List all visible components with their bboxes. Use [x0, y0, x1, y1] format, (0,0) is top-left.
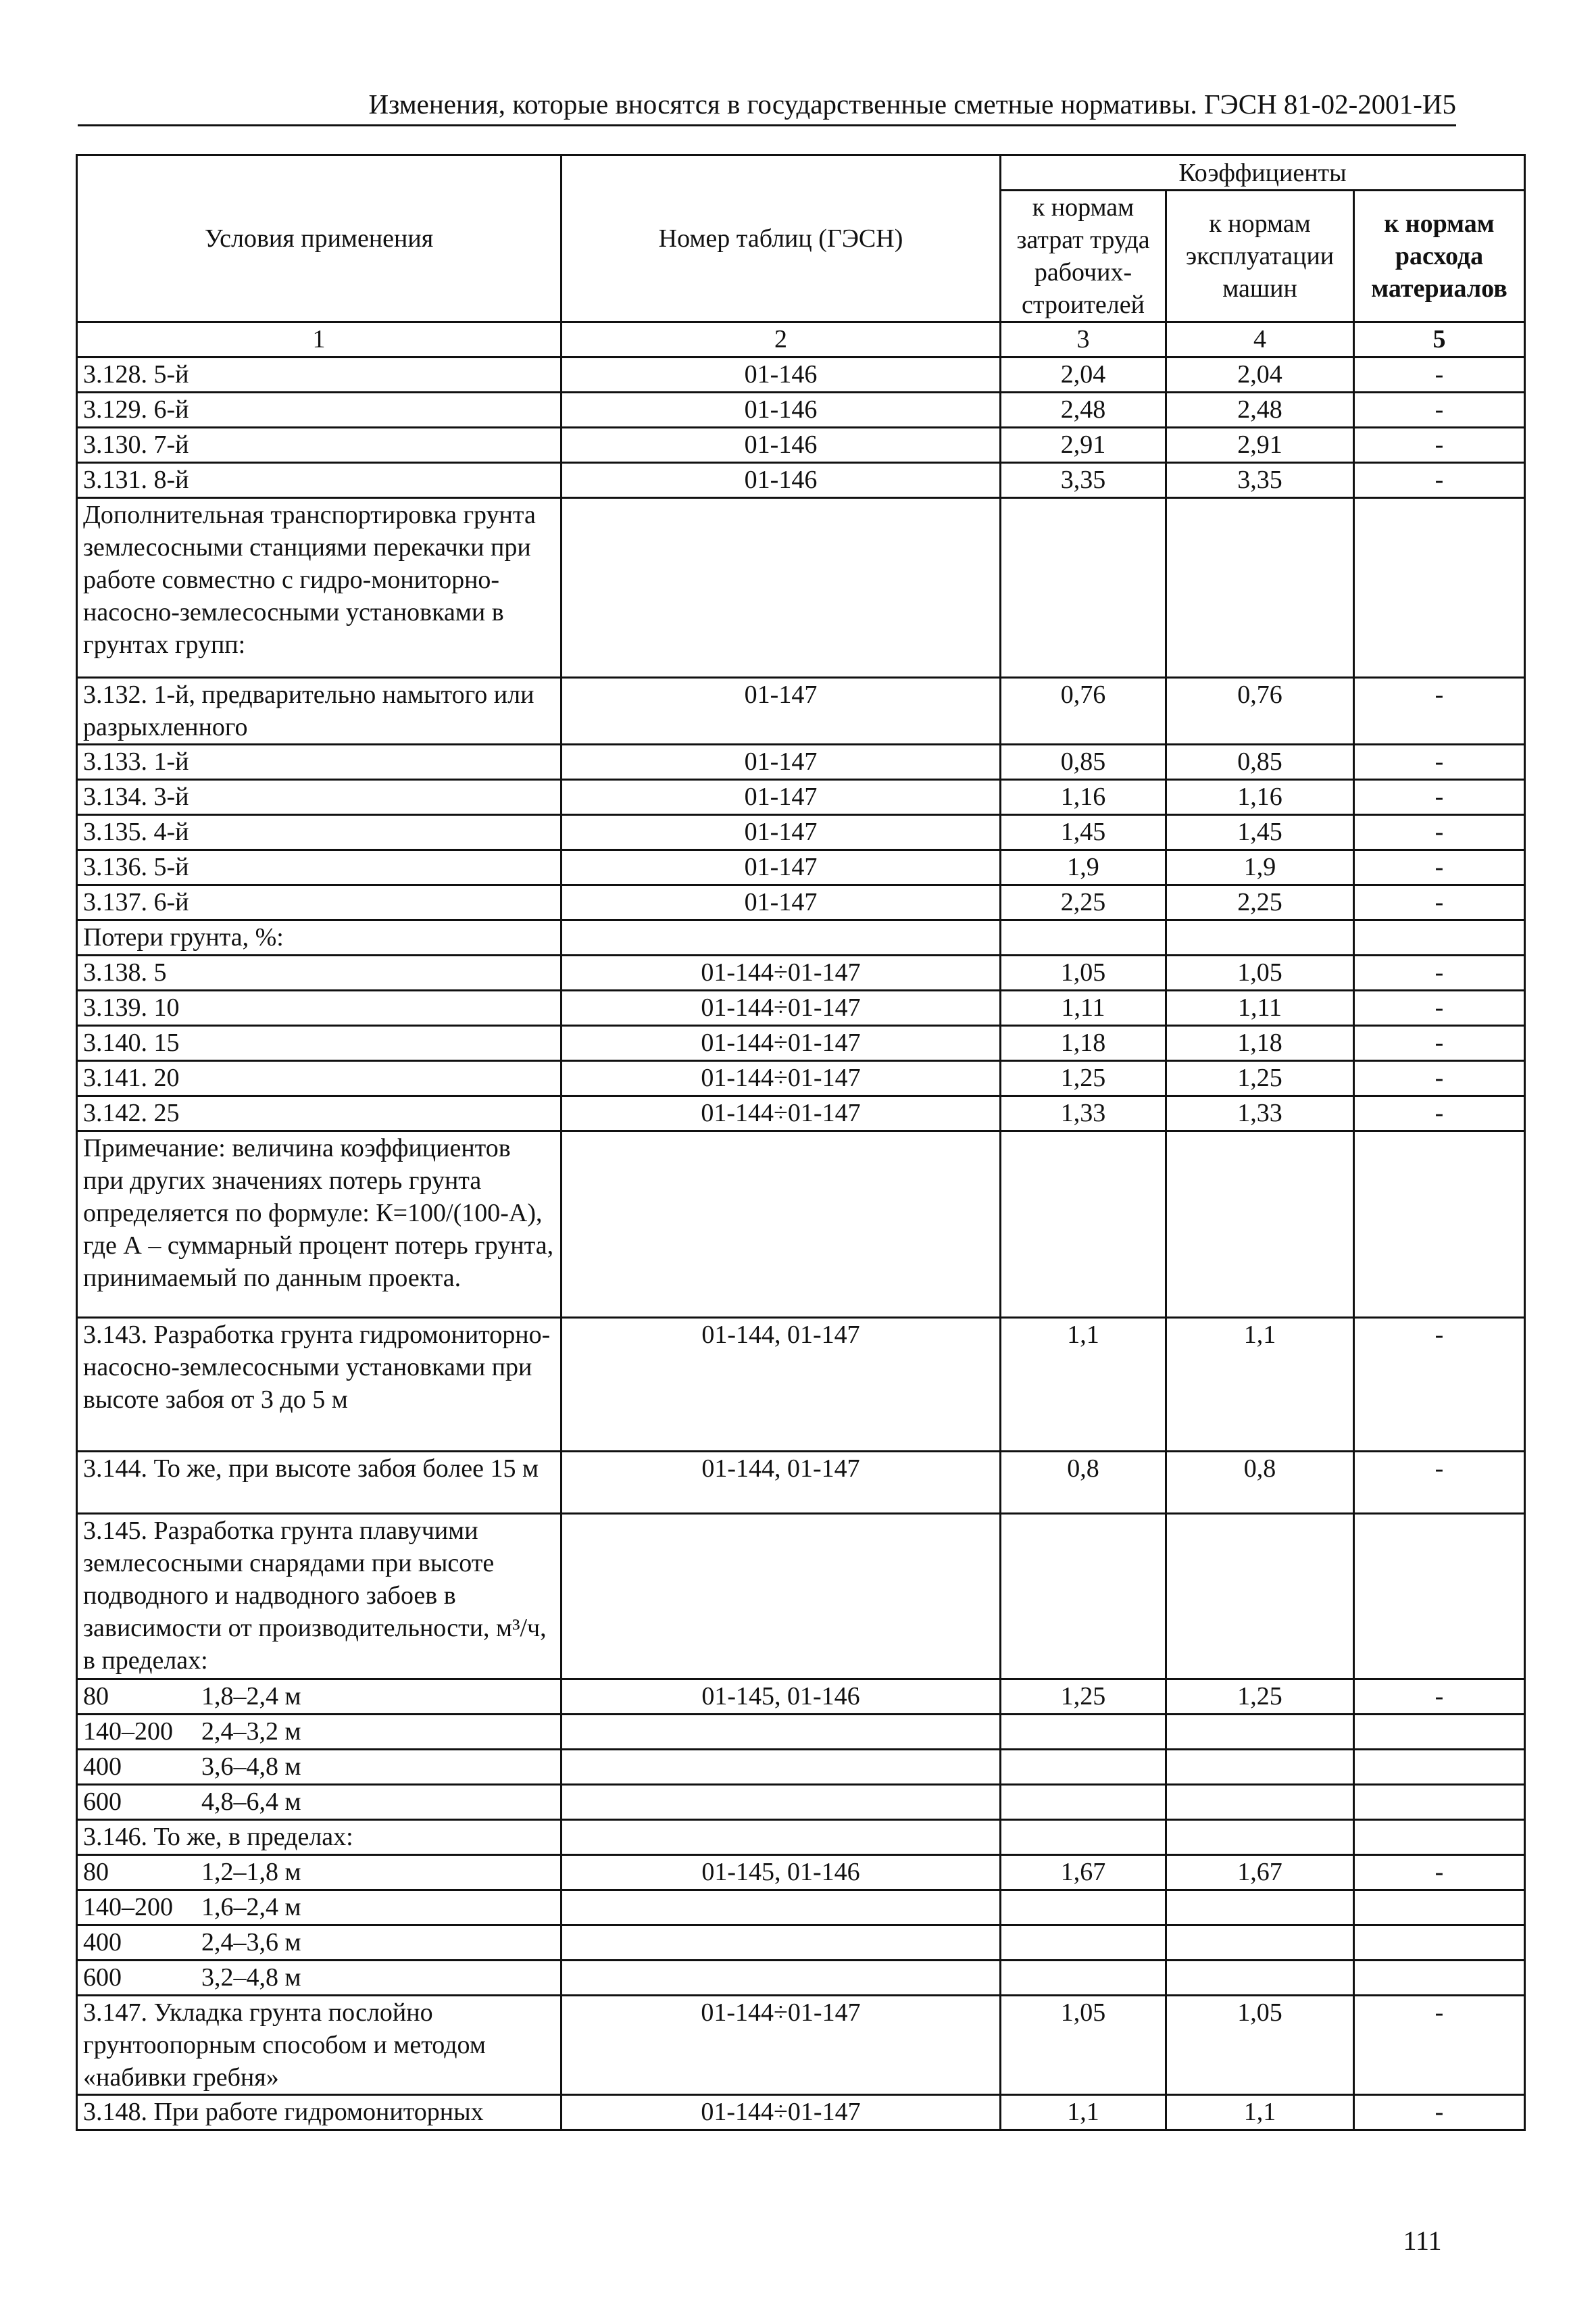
machine-coef-cell: 1,67 [1166, 1855, 1354, 1890]
machine-coef-cell [1166, 1715, 1354, 1750]
machine-coef-cell: 1,11 [1166, 991, 1354, 1026]
column-number: 5 [1354, 322, 1525, 358]
labor-coef-cell: 2,48 [1001, 393, 1166, 428]
material-coef-cell [1354, 1925, 1525, 1961]
column-number: 3 [1001, 322, 1166, 358]
range-label: 600 [83, 1963, 122, 1992]
table-row [77, 1996, 1525, 2095]
labor-coef-cell: 1,45 [1001, 815, 1166, 850]
table-number-cell [562, 498, 1001, 678]
table-row [77, 885, 1525, 920]
table-body [77, 358, 1525, 2130]
range-label: 140–200 [83, 1717, 173, 1746]
table-row [77, 393, 1525, 428]
condition-cell [77, 1750, 562, 1785]
table-number-cell [562, 1925, 1001, 1961]
machine-coef-cell: 1,25 [1166, 1061, 1354, 1096]
table-row [77, 1855, 1525, 1890]
machine-coef-cell: 2,25 [1166, 885, 1354, 920]
table-row [77, 780, 1525, 815]
machine-coef-cell: 1,18 [1166, 1026, 1354, 1061]
labor-coef-cell: 1,05 [1001, 1996, 1166, 2095]
material-coef-cell [1354, 1514, 1525, 1679]
machine-coef-cell: 1,45 [1166, 815, 1354, 850]
condition-cell: 3.146. То же, в пределах: [77, 1820, 562, 1855]
table-row [77, 1131, 1525, 1318]
condition-cell [77, 1855, 562, 1890]
labor-coef-cell [1001, 1514, 1166, 1679]
material-coef-cell: - [1354, 1096, 1525, 1131]
range-label: 600 [83, 1788, 122, 1816]
material-coef-cell: - [1354, 358, 1525, 393]
table-number-cell: 01-146 [562, 358, 1001, 393]
machine-coef-cell: 2,48 [1166, 393, 1354, 428]
table-number-cell: 01-146 [562, 463, 1001, 498]
table-number-cell: 01-145, 01-146 [562, 1855, 1001, 1890]
header-table-numbers: Номер таблиц (ГЭСН) [562, 155, 1001, 322]
height-range: 1,6–2,4 м [201, 1893, 301, 1921]
column-number: 1 [77, 322, 562, 358]
labor-coef-cell: 1,25 [1001, 1679, 1166, 1715]
table-row [77, 1785, 1525, 1820]
labor-coef-cell: 1,25 [1001, 1061, 1166, 1096]
machine-coef-cell: 1,1 [1166, 2095, 1354, 2130]
material-coef-cell: - [1354, 1061, 1525, 1096]
table-row [77, 815, 1525, 850]
machine-coef-cell [1166, 1131, 1354, 1318]
range-label: 80 [83, 1682, 109, 1710]
labor-coef-cell [1001, 1785, 1166, 1820]
table-row [77, 498, 1525, 678]
header-row-top [77, 155, 1525, 191]
material-coef-cell: - [1354, 780, 1525, 815]
machine-coef-cell: 0,76 [1166, 678, 1354, 745]
material-coef-cell: - [1354, 885, 1525, 920]
table-number-cell [562, 1820, 1001, 1855]
table-number-cell: 01-144÷01-147 [562, 1026, 1001, 1061]
condition-cell: 3.140. 15 [77, 1026, 562, 1061]
material-coef-cell: - [1354, 991, 1525, 1026]
height-range: 4,8–6,4 м [201, 1788, 301, 1816]
machine-coef-cell: 1,9 [1166, 850, 1354, 885]
range-label: 400 [83, 1752, 122, 1781]
table-number-cell [562, 1785, 1001, 1820]
range-label: 140–200 [83, 1893, 173, 1921]
header-materials: к нормам расхода материалов [1354, 191, 1525, 322]
labor-coef-cell: 1,05 [1001, 956, 1166, 991]
table-number-cell [562, 1890, 1001, 1925]
labor-coef-cell: 2,04 [1001, 358, 1166, 393]
labor-coef-cell [1001, 1820, 1166, 1855]
table-row [77, 1715, 1525, 1750]
material-coef-cell: - [1354, 678, 1525, 745]
material-coef-cell [1354, 1750, 1525, 1785]
table-row [77, 1514, 1525, 1679]
table-number-cell [562, 1961, 1001, 1996]
condition-cell: 3.138. 5 [77, 956, 562, 991]
height-range: 1,8–2,4 м [201, 1682, 301, 1710]
material-coef-cell [1354, 920, 1525, 956]
table-number-cell: 01-144, 01-147 [562, 1318, 1001, 1452]
table-row [77, 1961, 1525, 1996]
table-row [77, 1750, 1525, 1785]
condition-cell: 3.145. Разработка грунта плавучими землесосными снарядами при высоте подводного и надводного забоев в зависимости от производительности, м³/ч, в пределах: [77, 1514, 562, 1679]
table-number-cell: 01-144÷01-147 [562, 1996, 1001, 2095]
labor-coef-cell: 0,85 [1001, 745, 1166, 780]
labor-coef-cell [1001, 1925, 1166, 1961]
condition-cell [77, 1890, 562, 1925]
column-number: 4 [1166, 322, 1354, 358]
material-coef-cell [1354, 1785, 1525, 1820]
labor-coef-cell: 1,18 [1001, 1026, 1166, 1061]
labor-coef-cell [1001, 1131, 1166, 1318]
condition-cell: 3.143. Разработка грунта гидромониторно-насосно-землесосными установками при высоте забоя от 3 до 5 м [77, 1318, 562, 1452]
height-range: 2,4–3,6 м [201, 1928, 301, 1956]
condition-cell: 3.130. 7-й [77, 428, 562, 463]
condition-cell [77, 1679, 562, 1715]
table-row [77, 1820, 1525, 1855]
labor-coef-cell: 1,16 [1001, 780, 1166, 815]
material-coef-cell: - [1354, 428, 1525, 463]
machine-coef-cell: 1,1 [1166, 1318, 1354, 1452]
machine-coef-cell: 1,33 [1166, 1096, 1354, 1131]
material-coef-cell: - [1354, 393, 1525, 428]
table-number-cell [562, 1514, 1001, 1679]
table-number-cell: 01-147 [562, 885, 1001, 920]
condition-cell: 3.137. 6-й [77, 885, 562, 920]
condition-cell: 3.144. То же, при высоте забоя более 15 м [77, 1452, 562, 1514]
table-row [77, 1890, 1525, 1925]
table-number-cell: 01-147 [562, 745, 1001, 780]
machine-coef-cell: 1,05 [1166, 956, 1354, 991]
labor-coef-cell: 2,25 [1001, 885, 1166, 920]
table-number-cell: 01-147 [562, 678, 1001, 745]
table-number-cell [562, 1750, 1001, 1785]
condition-cell: 3.132. 1-й, предварительно намытого или разрыхленного [77, 678, 562, 745]
page-header: Изменения, которые вносятся в государственные сметные нормативы. ГЭСН 81-02-2001-И5 [368, 89, 1456, 120]
material-coef-cell: - [1354, 1855, 1525, 1890]
material-coef-cell [1354, 1820, 1525, 1855]
labor-coef-cell [1001, 1961, 1166, 1996]
machine-coef-cell: 1,16 [1166, 780, 1354, 815]
labor-coef-cell: 0,8 [1001, 1452, 1166, 1514]
machine-coef-cell [1166, 1961, 1354, 1996]
material-coef-cell [1354, 1715, 1525, 1750]
condition-cell: 3.128. 5-й [77, 358, 562, 393]
material-coef-cell: - [1354, 1026, 1525, 1061]
labor-coef-cell: 1,33 [1001, 1096, 1166, 1131]
labor-coef-cell: 1,1 [1001, 2095, 1166, 2130]
condition-cell: 3.135. 4-й [77, 815, 562, 850]
column-number-row [77, 322, 1525, 358]
table-row [77, 358, 1525, 393]
material-coef-cell: - [1354, 1996, 1525, 2095]
table-number-cell [562, 1715, 1001, 1750]
condition-cell: Примечание: величина коэффициентов при других значениях потерь грунта определяется по формуле: К=100/(100-А), где А – суммарный процент потерь грунта, принимаемый по данным проекта. [77, 1131, 562, 1318]
machine-coef-cell: 1,25 [1166, 1679, 1354, 1715]
header-machines: к нормам эксплуатации машин [1166, 191, 1354, 322]
table-number-cell: 01-144÷01-147 [562, 1096, 1001, 1131]
material-coef-cell [1354, 1961, 1525, 1996]
header-labor: к нормам затрат труда рабочих-строителей [1001, 191, 1166, 322]
table-row [77, 991, 1525, 1026]
condition-cell: 3.134. 3-й [77, 780, 562, 815]
table-row [77, 1026, 1525, 1061]
table-row [77, 1679, 1525, 1715]
condition-cell: 3.142. 25 [77, 1096, 562, 1131]
range-label: 80 [83, 1858, 109, 1886]
material-coef-cell [1354, 1131, 1525, 1318]
labor-coef-cell: 1,9 [1001, 850, 1166, 885]
material-coef-cell: - [1354, 1452, 1525, 1514]
condition-cell: 3.147. Укладка грунта послойно грунтоопорным способом и методом «набивки гребня» [77, 1996, 562, 2095]
machine-coef-cell: 0,8 [1166, 1452, 1354, 1514]
height-range: 3,6–4,8 м [201, 1752, 301, 1781]
material-coef-cell [1354, 1890, 1525, 1925]
machine-coef-cell [1166, 498, 1354, 678]
machine-coef-cell [1166, 1514, 1354, 1679]
labor-coef-cell: 1,67 [1001, 1855, 1166, 1890]
machine-coef-cell [1166, 1750, 1354, 1785]
machine-coef-cell [1166, 1820, 1354, 1855]
table-number-cell [562, 920, 1001, 956]
table-row [77, 463, 1525, 498]
table-row [77, 2095, 1525, 2130]
labor-coef-cell: 0,76 [1001, 678, 1166, 745]
machine-coef-cell: 1,05 [1166, 1996, 1354, 2095]
table-number-cell: 01-145, 01-146 [562, 1679, 1001, 1715]
machine-coef-cell: 3,35 [1166, 463, 1354, 498]
labor-coef-cell: 1,1 [1001, 1318, 1166, 1452]
machine-coef-cell: 2,04 [1166, 358, 1354, 393]
table-row [77, 956, 1525, 991]
material-coef-cell [1354, 498, 1525, 678]
header-conditions: Условия применения [77, 155, 562, 322]
condition-cell: 3.136. 5-й [77, 850, 562, 885]
table-row [77, 920, 1525, 956]
height-range: 3,2–4,8 м [201, 1963, 301, 1992]
machine-coef-cell [1166, 1785, 1354, 1820]
table-row [77, 1096, 1525, 1131]
page-number: 111 [1403, 2225, 1442, 2256]
table-row [77, 850, 1525, 885]
labor-coef-cell [1001, 1890, 1166, 1925]
labor-coef-cell [1001, 498, 1166, 678]
header-coefficients: Коэффициенты [1001, 155, 1525, 191]
table-number-cell: 01-144÷01-147 [562, 991, 1001, 1026]
table-number-cell [562, 1131, 1001, 1318]
table-number-cell: 01-144÷01-147 [562, 1061, 1001, 1096]
header-rule [78, 124, 1456, 126]
condition-cell [77, 1785, 562, 1820]
material-coef-cell: - [1354, 745, 1525, 780]
machine-coef-cell [1166, 920, 1354, 956]
machine-coef-cell: 2,91 [1166, 428, 1354, 463]
condition-cell: 3.139. 10 [77, 991, 562, 1026]
condition-cell: 3.129. 6-й [77, 393, 562, 428]
height-range: 1,2–1,8 м [201, 1858, 301, 1886]
labor-coef-cell: 2,91 [1001, 428, 1166, 463]
labor-coef-cell [1001, 920, 1166, 956]
condition-cell: Потери грунта, %: [77, 920, 562, 956]
material-coef-cell: - [1354, 1318, 1525, 1452]
condition-cell [77, 1925, 562, 1961]
condition-cell [77, 1961, 562, 1996]
table-row [77, 745, 1525, 780]
table-number-cell: 01-144, 01-147 [562, 1452, 1001, 1514]
condition-cell: 3.131. 8-й [77, 463, 562, 498]
table-row [77, 1452, 1525, 1514]
table-row [77, 678, 1525, 745]
coefficients-table [76, 154, 1526, 2131]
condition-cell: 3.141. 20 [77, 1061, 562, 1096]
condition-cell [77, 1715, 562, 1750]
material-coef-cell: - [1354, 2095, 1525, 2130]
condition-cell: Дополнительная транспортировка грунта землесосными станциями перекачки при работе совместно с гидро-мониторно-насосно-землесосными установками в грунтах групп: [77, 498, 562, 678]
table-number-cell: 01-146 [562, 428, 1001, 463]
machine-coef-cell [1166, 1890, 1354, 1925]
material-coef-cell: - [1354, 1679, 1525, 1715]
labor-coef-cell [1001, 1715, 1166, 1750]
labor-coef-cell: 1,11 [1001, 991, 1166, 1026]
condition-cell: 3.148. При работе гидромониторных [77, 2095, 562, 2130]
table-row [77, 1925, 1525, 1961]
labor-coef-cell [1001, 1750, 1166, 1785]
table-number-cell: 01-147 [562, 815, 1001, 850]
table-number-cell: 01-147 [562, 780, 1001, 815]
table-number-cell: 01-144÷01-147 [562, 956, 1001, 991]
material-coef-cell: - [1354, 850, 1525, 885]
material-coef-cell: - [1354, 815, 1525, 850]
table-number-cell: 01-146 [562, 393, 1001, 428]
table-number-cell: 01-147 [562, 850, 1001, 885]
column-number: 2 [562, 322, 1001, 358]
table-row [77, 1061, 1525, 1096]
range-label: 400 [83, 1928, 122, 1956]
labor-coef-cell: 3,35 [1001, 463, 1166, 498]
machine-coef-cell [1166, 1925, 1354, 1961]
height-range: 2,4–3,2 м [201, 1717, 301, 1746]
table-row [77, 428, 1525, 463]
table-number-cell: 01-144÷01-147 [562, 2095, 1001, 2130]
material-coef-cell: - [1354, 956, 1525, 991]
material-coef-cell: - [1354, 463, 1525, 498]
condition-cell: 3.133. 1-й [77, 745, 562, 780]
machine-coef-cell: 0,85 [1166, 745, 1354, 780]
table-row [77, 1318, 1525, 1452]
